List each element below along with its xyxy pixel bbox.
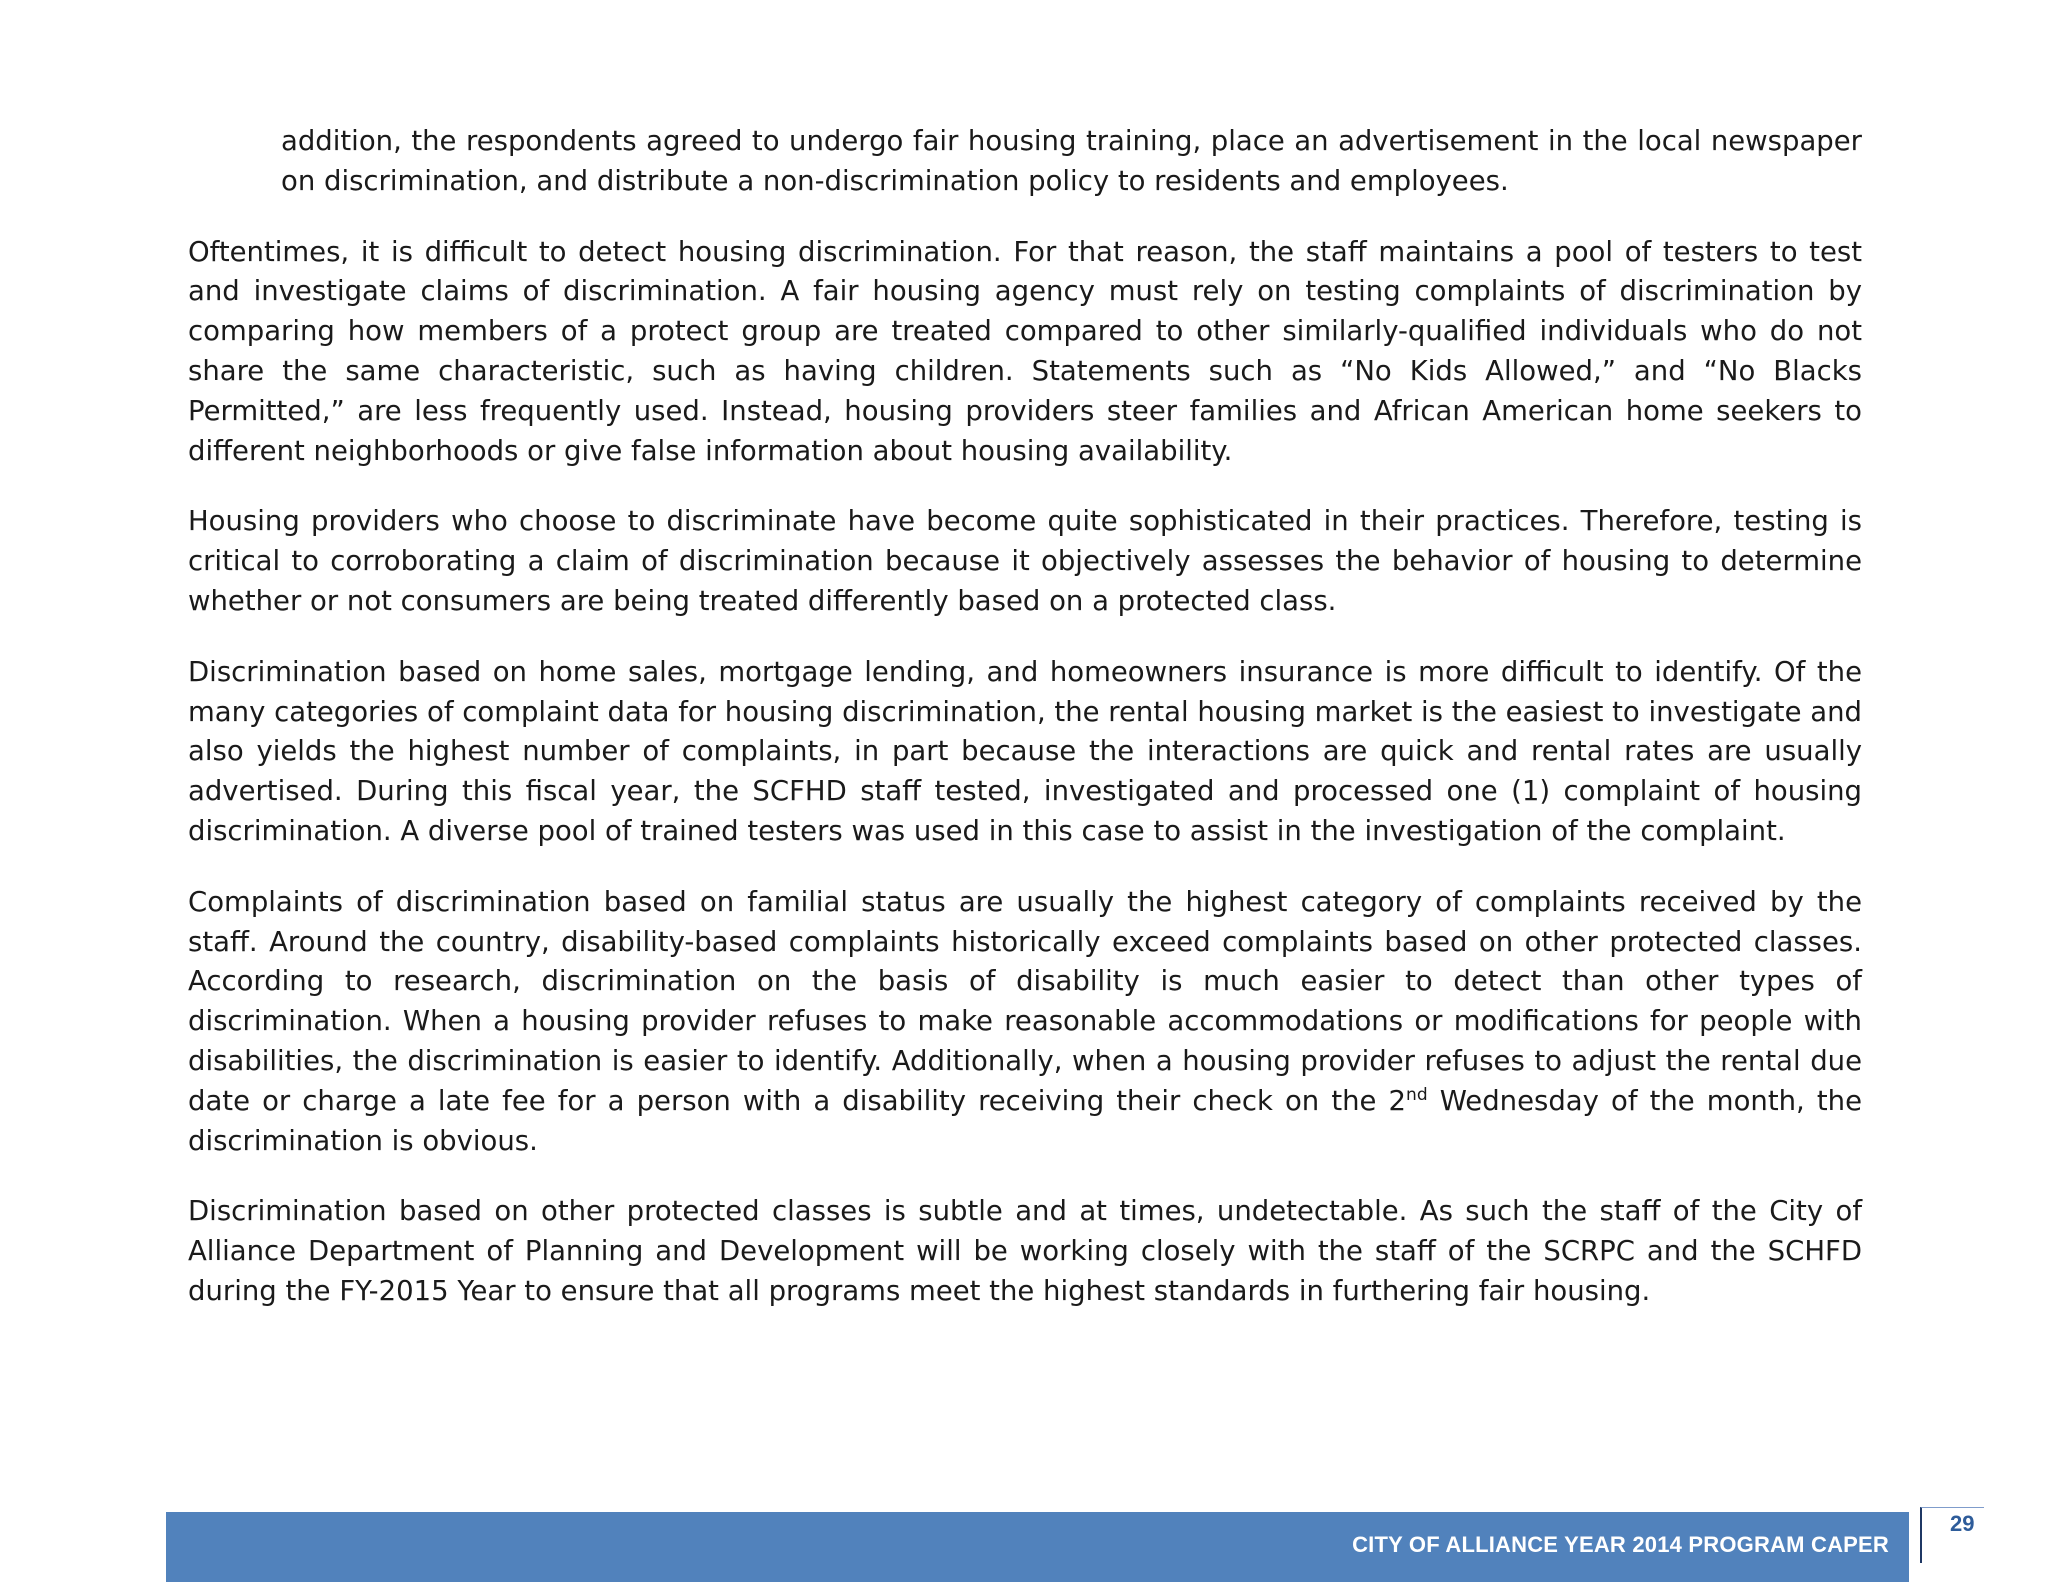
paragraph-other-classes: Discrimination based on other protected classes is subtle and at times, undetectable. As such the staff of the City of Alliance Department of Planning and Development will be working closely with the staff of the SCRPC and the SCHFD during the FY-2015 Year to ensure that all programs meet the highest standards in furthering fair housing. bbox=[188, 1195, 1862, 1307]
paragraph-testing-critical: Housing providers who choose to discriminate have become quite sophisticated in their practices. Therefore, testing is critical to corroborating a claim of discrimination because it objectively assesses the behavior of housing to determine whether or not consumers are being treated differently based on a protected class. bbox=[188, 505, 1862, 617]
document-body bbox=[188, 122, 1862, 1343]
paragraph-continuation: addition, the respondents agreed to undergo fair housing training, place an advertisement in the local newspaper on discrimination, and distribute a non-discrimination policy to residents and employees. bbox=[281, 125, 1862, 197]
footer-bar bbox=[166, 1512, 1909, 1582]
ordinal-superscript: nd bbox=[1406, 1084, 1428, 1105]
paragraph-familial-disability bbox=[188, 883, 1862, 1162]
paragraph-text-part: Wednesday of the month, the discrimination is obvious. bbox=[188, 1084, 1863, 1157]
paragraph-testing-pool: Oftentimes, it is difficult to detect housing discrimination. For that reason, the staff maintains a pool of testers to test and investigate claims of discrimination. A fair housing agency must rely on testing complaints of discrimination by comparing how members of a protect group are treated compared to other similarly-qualified individuals who do not share the same characteristic, such as having children. Statements such as “No Kids Allowed,” and “No Blacks Permitted,” are less frequently used. Instead, housing providers steer families and African American home seekers to different neighborhoods or give false information about housing availability. bbox=[188, 235, 1862, 467]
page-number: 29 bbox=[1950, 1511, 1975, 1536]
footer-title: CITY OF ALLIANCE YEAR 2014 PROGRAM CAPER bbox=[1352, 1532, 1889, 1557]
paragraph-text-part: Complaints of discrimination based on familial status are usually the highest category of complaints received by the staff. Around the country, disability-based complaints historically exceed complaints based on other protected classes. According to research, discrimination on the basis of disability is much easier to detect than other types of discrimination. When a housing provider refuses to make reasonable accommodations or modifications for people with disabilities, the discrimination is easier to identify. Additionally, when a housing provider refuses to adjust the rental due date or charge a late fee for a person with a disability receiving their check on the 2 bbox=[188, 885, 1862, 1117]
paragraph-complaints-processed: Discrimination based on home sales, mortgage lending, and homeowners insurance is more difficult to identify. Of the many categories of complaint data for housing discrimination, the rental housing market is the easiest to investigate and also yields the highest number of complaints, in part because the interactions are quick and rental rates are usually advertised. During this fiscal year, the SCFHD staff tested, investigated and processed one (1) complaint of housing discrimination. A diverse pool of trained testers was used in this case to assist in the investigation of the complaint. bbox=[188, 655, 1862, 847]
page-number-box bbox=[1920, 1507, 1984, 1563]
